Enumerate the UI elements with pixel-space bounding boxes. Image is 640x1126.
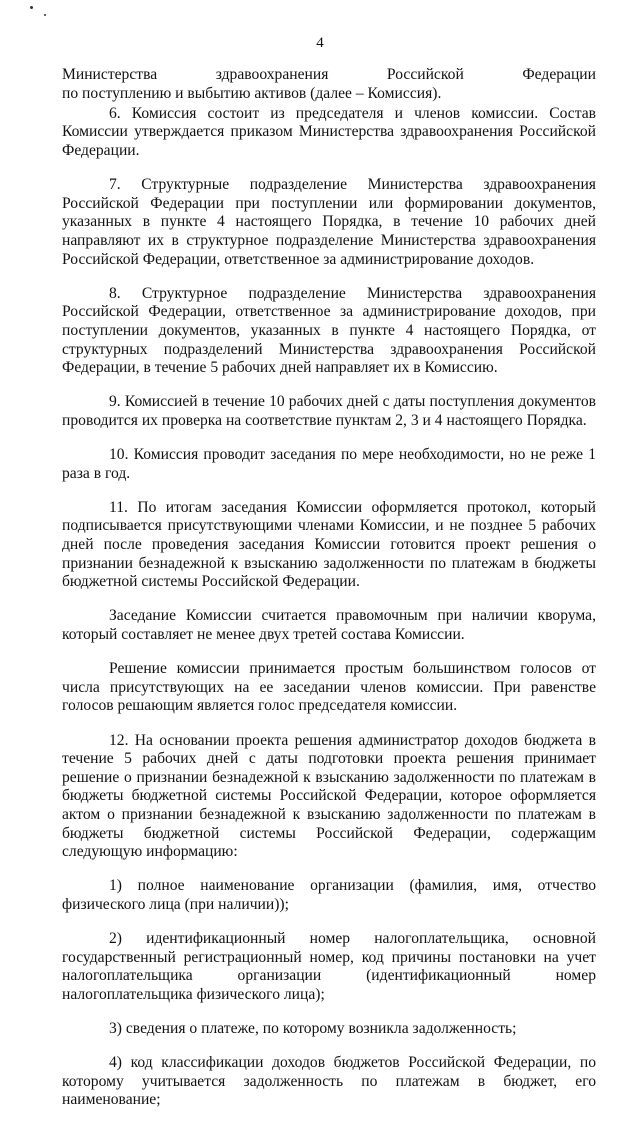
page-number: 4: [316, 35, 324, 51]
paragraph-11-quorum: Заседание Комиссии считается правомочным при наличии кворума, который составляет не менее двух третей состава Комиссии.: [62, 607, 596, 643]
paragraph-8: 8. Структурное подразделение Министерства здравоохранения Российской Федерации, ответственное за администрирование доходов, при поступлении документов, указанных в пункте 4 настоящего Порядка, от структурных подразделений Министерства здравоохранения Российской Федерации, в течение 5 рабочих дней направляет их в Комиссию.: [62, 284, 596, 377]
list-item-2: 2) идентификационный номер налогоплательщика, основной государственный регистрационный номер, код причины постановки на учет налогоплательщика организации (идентификационный номер налогоплательщика физического лица);: [62, 930, 596, 1003]
paragraph-7: 7. Структурные подразделение Министерства здравоохранения Российской Федерации при поступлении или формировании документов, указанных в пункте 4 настоящего Порядка, в течение 10 рабочих дней направляют их в структурное подразделение Министерства здравоохранения Российской Федерации, ответственное за администрирование доходов.: [62, 176, 596, 268]
paragraph-10: 10. Комиссия проводит заседания по мере необходимости, но не реже 1 раза в год.: [62, 446, 596, 482]
paragraph-continuation: по поступлению и выбытию активов (далее – Комиссия).: [62, 84, 442, 102]
paragraph-6: 6. Комиссия состоит из председателя и членов комиссии. Состав Комиссии утверждается приказом Министерства здравоохранения Российской Федерации.: [62, 104, 596, 159]
list-item-4: 4) код классификации доходов бюджетов Российской Федерации, по которому учитывается задолженность по платежам в бюджет, его наименование;: [62, 1054, 596, 1109]
paragraph-12: 12. На основании проекта решения администратор доходов бюджета в течение 5 рабочих дней с даты подготовки проекта решения принимает решение о признании безнадежной к взысканию задолженности по платежам в бюджеты бюджетной системы Российской Федерации, которое оформляется актом о признании безнадежной к взысканию задолженности по платежам в бюджеты бюджетной системы Российской Федерации, содержащим следующую информацию:: [62, 731, 596, 861]
paragraph-9: 9. Комиссией в течение 10 рабочих дней с даты поступления документов проводится их проверка на соответствие пунктам 2, 3 и 4 настоящего Порядка.: [62, 393, 596, 429]
paragraph-11: 11. По итогам заседания Комиссии оформляется протокол, который подписывается присутствующими членами Комиссии, и не позднее 5 рабочих дней после проведения заседания Комиссии готовится проект решения о признании безнадежной к взысканию задолженности по платежам в бюджеты бюджетной системы Российской Федерации.: [62, 498, 596, 591]
scan-speck: [44, 14, 46, 16]
document-body: [62, 66, 596, 1126]
paragraph-continuation: Министерства здравоохранения Российской Федерации: [62, 66, 596, 83]
list-item-1: 1) полное наименование организации (фамилия, имя, отчество физического лица (при наличии));: [62, 877, 596, 913]
list-item-3: 3) сведения о платеже, по которому возникла задолженность;: [109, 1020, 517, 1038]
paragraph-11-decision: Решение комиссии принимается простым большинством голосов от числа присутствующих на ее заседании членов комиссии. При равенстве голосов решающим является голос председателя комиссии.: [62, 660, 596, 715]
scan-speck: [30, 6, 33, 9]
